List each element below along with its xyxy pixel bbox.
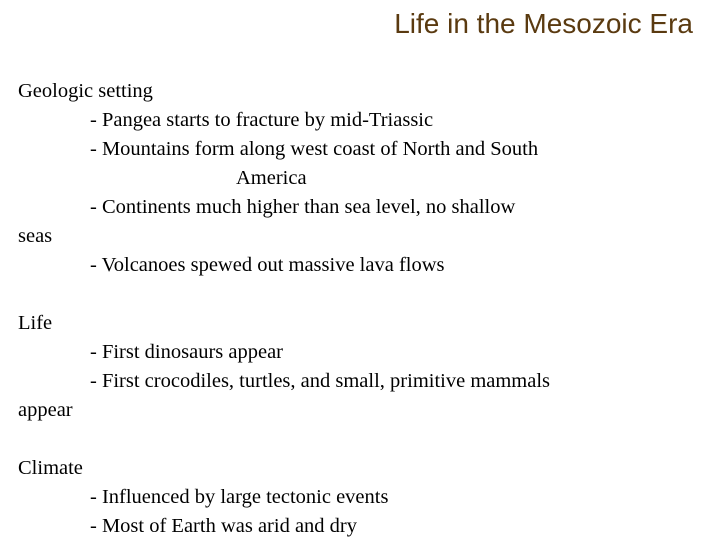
bullet-mountains: - Mountains form along west coast of North and South <box>90 138 539 160</box>
bullet-volcanoes: - Volcanoes spewed out massive lava flows <box>90 254 445 276</box>
bullet-pangea: - Pangea starts to fracture by mid-Triassic <box>90 109 434 131</box>
section-heading-geologic-setting: Geologic setting <box>18 80 153 102</box>
bullet-continents: - Continents much higher than sea level, no shallow <box>90 196 516 218</box>
bullet-continents-continued: seas <box>18 225 53 247</box>
bullet-tectonic-events: - Influenced by large tectonic events <box>90 486 389 508</box>
bullet-first-crocodiles-continued: appear <box>18 399 73 421</box>
bullet-first-crocodiles: - First crocodiles, turtles, and small, primitive mammals <box>90 370 551 392</box>
section-heading-life: Life <box>18 312 53 334</box>
bullet-mountains-continued: America <box>236 167 307 189</box>
slide-title: Life in the Mesozoic Era <box>394 8 693 39</box>
section-heading-climate: Climate <box>18 457 83 479</box>
bullet-arid-dry: - Most of Earth was arid and dry <box>90 515 358 537</box>
bullet-first-dinosaurs: - First dinosaurs appear <box>90 341 283 363</box>
